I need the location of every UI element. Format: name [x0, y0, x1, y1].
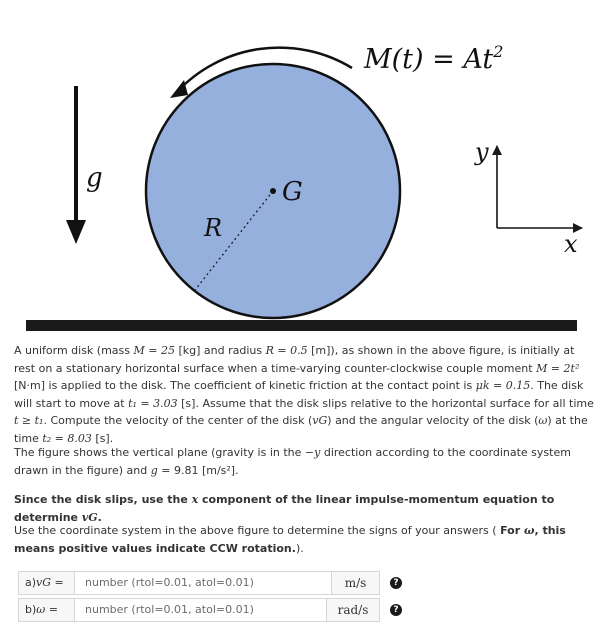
ground [26, 320, 577, 331]
problem-statement: A uniform disk (mass M = 25 [kg] and radius R = 0.5 [m]), as shown in the above figure, is initially at rest on a stationary horizontal surface when a time-varying counter-clockwise couple moment M = 2t² [N·m] is applied to the disk. The coefficient of kinetic friction at the contact point is μk = 0.15. The disk will start to move at t₁ = 3.03 [s]. Assume that the disk slips relative to the horizontal surface for all time t ≥ t₁. Compute the velocity of the center of the disk (vG) and the angular velocity of the disk (ω) at the time t₂ = 8.03 [s]. [14, 344, 594, 445]
gravity-note: The figure shows the vertical plane (gravity is in the −y direction according to the coordinate system drawn in the figure) and g = 9.81 [m/s²]. [14, 446, 571, 477]
answer-row-omega [18, 598, 402, 622]
omega-input[interactable]: number (rtol=0.01, atol=0.01) [74, 598, 327, 622]
sign-convention-note: Use the coordinate system in the above figure to determine the signs of your answers ( For ω, this means positive values indicate CCW rotation.). [14, 524, 566, 555]
help-icon[interactable]: ? [390, 577, 402, 589]
gravity-arrowhead [66, 220, 86, 244]
help-icon[interactable]: ? [390, 604, 402, 616]
center-point [270, 188, 276, 194]
gravity-label: g [86, 163, 103, 193]
y-axis-label: y [475, 138, 489, 166]
answer-prefix-vg: a)vG = [18, 571, 74, 595]
vg-unit: m/s [332, 571, 380, 595]
omega-unit: rad/s [327, 598, 380, 622]
vg-input[interactable]: number (rtol=0.01, atol=0.01) [74, 571, 332, 595]
method-hint: Since the disk slips, use the x component of the linear impulse-momentum equation to determine vG. [14, 493, 555, 524]
x-axis-label: x [564, 230, 578, 258]
answer-prefix-omega: b)ω = [18, 598, 74, 622]
radius-label: R [204, 214, 223, 242]
moment-label: $M(t) = At^2$ [364, 42, 504, 75]
center-label: G [282, 177, 303, 207]
answer-row-vg [18, 571, 402, 595]
